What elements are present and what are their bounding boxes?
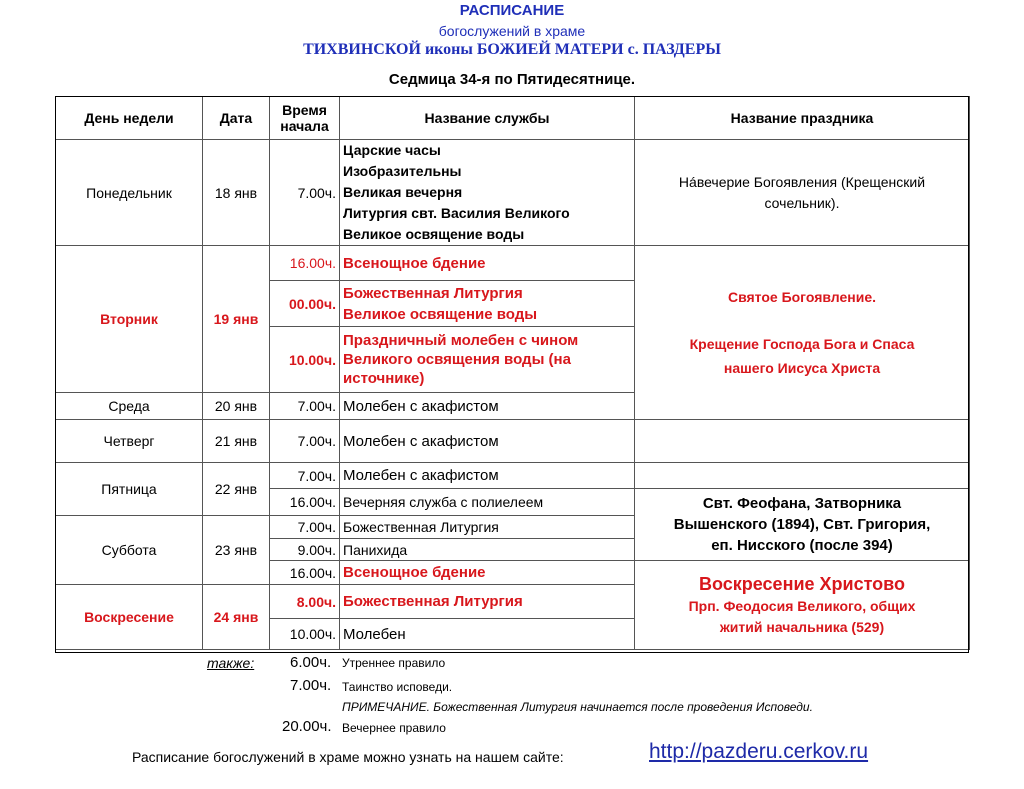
date-cell: 19 янв xyxy=(203,246,270,393)
note-time: 6.00ч. xyxy=(290,654,332,671)
day-cell: Четверг xyxy=(56,420,203,463)
doc-subtitle: богослужений в храме xyxy=(438,23,586,39)
service-cell: Божественная Литургия Великое освящение воды xyxy=(340,281,635,327)
week-title: Седмица 34-я по Пятидесятнице. xyxy=(388,71,636,88)
feast-cell: Воскресение Христово Прп. Феодосия Великого, общих житий начальника (529) xyxy=(635,561,970,650)
service-cell: Панихида xyxy=(340,539,635,561)
time-cell: 9.00ч. xyxy=(270,539,340,561)
note-time: 7.00ч. xyxy=(290,677,332,694)
col-day-header: День недели xyxy=(56,97,203,140)
service-cell: Божественная Литургия xyxy=(340,516,635,539)
time-cell: 7.00ч. xyxy=(270,140,340,246)
service-cell: Всенощное бдение xyxy=(340,561,635,585)
date-cell: 18 янв xyxy=(203,140,270,246)
service-cell: Царские часы Изобразительны Великая вечерня Литургия свт. Василия Великого Великое освящение воды xyxy=(340,140,635,246)
date-cell: 23 янв xyxy=(203,516,270,585)
time-cell: 7.00ч. xyxy=(270,393,340,420)
time-cell: 16.00ч. xyxy=(270,489,340,516)
time-cell: 10.00ч. xyxy=(270,327,340,393)
footer-text: Расписание богослужений в храме можно узнать на нашем сайте: xyxy=(132,749,564,765)
col-feast-header: Название праздника xyxy=(635,97,970,140)
day-cell: Пятница xyxy=(56,463,203,516)
date-cell: 22 янв xyxy=(203,463,270,516)
time-cell: 16.00ч. xyxy=(270,561,340,585)
day-cell: Воскресение xyxy=(56,585,203,650)
table-row xyxy=(56,246,970,281)
service-cell: Молебен с акафистом xyxy=(340,393,635,420)
doc-title: РАСПИСАНИЕ xyxy=(459,2,565,19)
table-row xyxy=(56,140,970,246)
table-header-row xyxy=(56,97,970,140)
day-cell: Среда xyxy=(56,393,203,420)
service-cell: Вечерняя служба с полиелеем xyxy=(340,489,635,516)
col-time-header: Время начала xyxy=(270,97,340,140)
day-cell: Суббота xyxy=(56,516,203,585)
time-cell: 7.00ч. xyxy=(270,420,340,463)
service-cell: Праздничный молебен с чином Великого освящения воды (на источнике) xyxy=(340,327,635,393)
note-text: Утреннее правило xyxy=(342,656,446,670)
feast-cell: Святое Богоявление. Крещение Господа Бога и Спаса нашего Иисуса Христа xyxy=(635,246,970,420)
table-row xyxy=(56,420,970,463)
time-cell: 7.00ч. xyxy=(270,463,340,489)
website-link[interactable]: http://pazderu.cerkov.ru xyxy=(649,740,869,763)
date-cell: 24 янв xyxy=(203,585,270,650)
note-text: Вечернее правило xyxy=(342,721,446,735)
service-cell: Молебен xyxy=(340,619,635,650)
note-text: Таинство исповеди. xyxy=(342,680,453,694)
col-service-header: Название службы xyxy=(340,97,635,140)
feast-cell: Нáвечерие Богоявления (Крещенский сочельник). xyxy=(635,140,970,246)
service-cell: Божественная Литургия xyxy=(340,585,635,619)
remark-note: ПРИМЕЧАНИЕ. Божественная Литургия начинается после проведения Исповеди. xyxy=(342,700,813,714)
day-cell: Понедельник xyxy=(56,140,203,246)
day-cell: Вторник xyxy=(56,246,203,393)
table-row xyxy=(56,463,970,489)
date-cell: 21 янв xyxy=(203,420,270,463)
service-cell: Молебен с акафистом xyxy=(340,420,635,463)
church-name: ТИХВИНСКОЙ иконы БОЖИЕЙ МАТЕРИ с. ПАЗДЕРЫ xyxy=(303,41,721,58)
time-cell: 10.00ч. xyxy=(270,619,340,650)
service-cell: Молебен с акафистом xyxy=(340,463,635,489)
schedule-table xyxy=(55,96,970,650)
note-time: 20.00ч. xyxy=(282,718,332,735)
service-cell: Всенощное бдение xyxy=(340,246,635,281)
feast-cell xyxy=(635,463,970,489)
also-label: также: xyxy=(207,655,255,671)
feast-cell xyxy=(635,420,970,463)
feast-cell: Свт. Феофана, Затворника Вышенского (1894), Свт. Григория, еп. Нисского (после 394) xyxy=(635,489,970,561)
time-cell: 7.00ч. xyxy=(270,516,340,539)
time-cell: 16.00ч. xyxy=(270,246,340,281)
time-cell: 00.00ч. xyxy=(270,281,340,327)
date-cell: 20 янв xyxy=(203,393,270,420)
time-cell: 8.00ч. xyxy=(270,585,340,619)
col-date-header: Дата xyxy=(203,97,270,140)
